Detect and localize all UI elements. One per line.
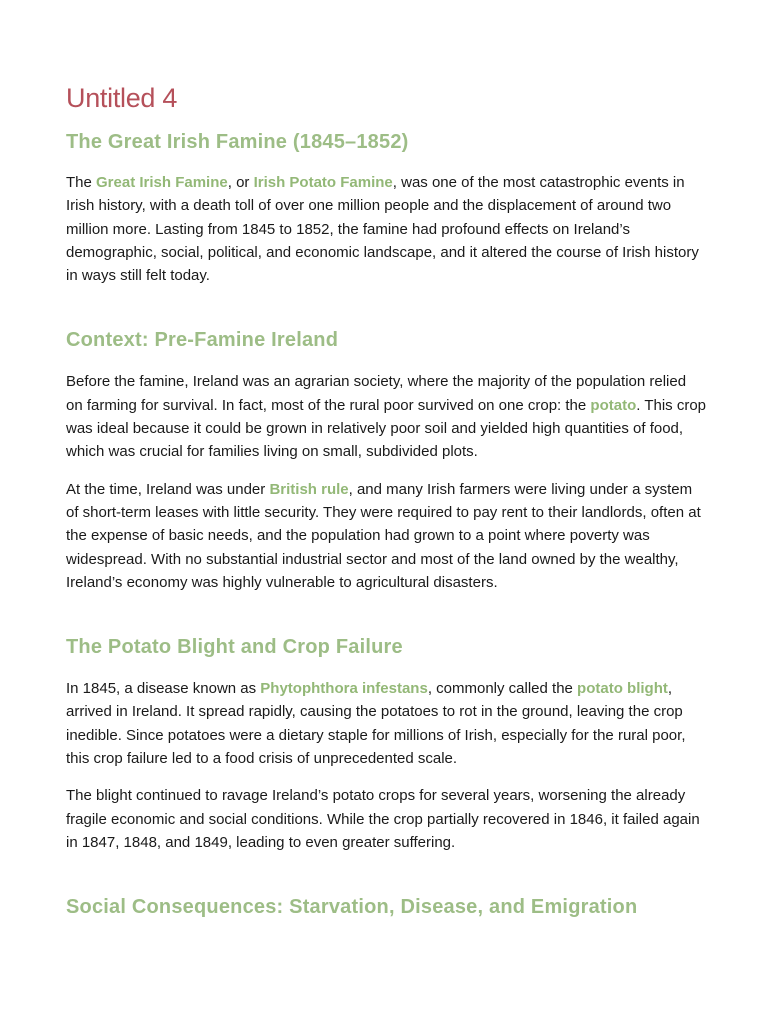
context-paragraph-1 bbox=[66, 370, 706, 463]
text-run: At the time, Ireland was under bbox=[66, 480, 270, 498]
intro-paragraph bbox=[66, 171, 706, 287]
context-paragraph-2 bbox=[66, 478, 706, 594]
text-run: The bbox=[66, 174, 97, 191]
section-heading-blight: The Potato Blight and Crop Failure bbox=[66, 636, 403, 659]
main-heading: The Great Irish Famine (1845–1852) bbox=[66, 131, 409, 153]
highlight-term: Great Irish Famine bbox=[96, 174, 228, 191]
highlight-term: British rule bbox=[269, 480, 349, 498]
document-title: Untitled 4 bbox=[66, 83, 178, 113]
text-run: Before the famine, Ireland was an agrarian society, where the majority of the population relied on farming for survival. In fact, most of the rural poor survived on one crop: the bbox=[66, 373, 687, 414]
blight-paragraph-2: The blight continued to ravage Ireland’s potato crops for several years, worsening the already fragile economic and social conditions. While the crop partially recovered in 1846, it failed again in 1847, 1848, and 1849, leading to even greater suffering. bbox=[66, 787, 700, 851]
blight-paragraph-1 bbox=[66, 677, 706, 770]
text-run: , and many Irish farmers were living under a system of short-term leases with little security. They were required to pay rent to their landlords, often at the expense of basic needs, and the population had grown to a point where poverty was widespread. With no substantial industrial sector and most of the land owned by the wealthy, Ireland’s economy was highly vulnerable to agricultural disasters. bbox=[66, 480, 701, 591]
section-heading-social: Social Consequences: Starvation, Disease, and Emigration bbox=[66, 896, 638, 919]
text-run: . This crop was ideal because it could be grown in relatively poor soil and yielded high quantities of food, which was crucial for families living on small, subdivided plots. bbox=[66, 396, 706, 461]
text-run: , was one of the most catastrophic events in Irish history, with a death toll of over one million people and the displacement of around two million more. Lasting from 1845 to 1852, the famine had profound effects on Ireland’s demographic, social, political, and economic landscape, and it altered the course of Irish history in ways still felt today. bbox=[66, 174, 699, 285]
text-run: , or bbox=[227, 174, 254, 191]
text-run: , commonly called the bbox=[427, 680, 578, 698]
highlight-term: Phytophthora infestans bbox=[260, 680, 428, 698]
text-run: In 1845, a disease known as bbox=[66, 680, 261, 698]
section-heading-context: Context: Pre-Famine Ireland bbox=[66, 329, 339, 352]
highlight-term: potato bbox=[590, 396, 637, 414]
highlight-term: Irish Potato Famine bbox=[253, 174, 393, 191]
text-run: , arrived in Ireland. It spread rapidly, causing the potatoes to rot in the ground, leaving the crop inedible. Since potatoes were a dietary staple for millions of Irish, especially for the rural poor, this crop failure led to a food crisis of unprecedented scale. bbox=[66, 680, 686, 768]
highlight-term: potato blight bbox=[577, 680, 668, 698]
